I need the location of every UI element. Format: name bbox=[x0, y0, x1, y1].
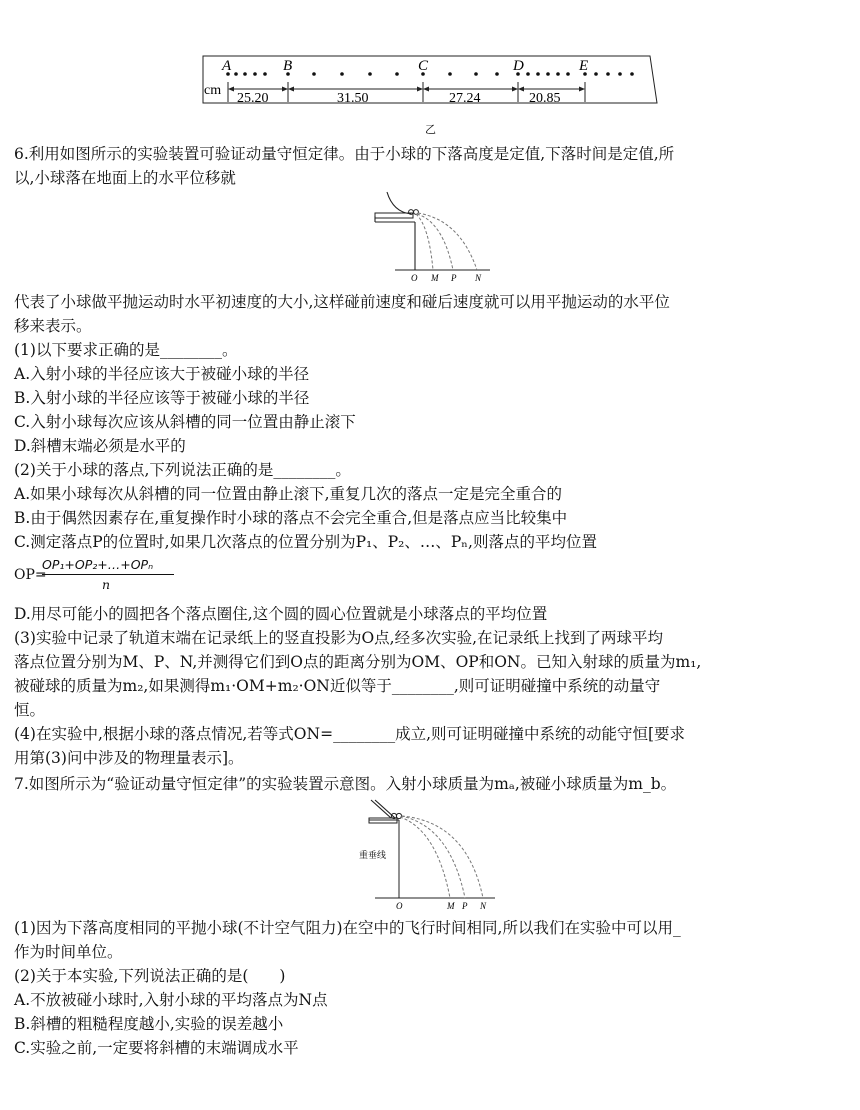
q7-fig-label-N: N bbox=[480, 901, 487, 910]
q6-part1-option-c: C.入射小球每次应该从斜槽的同一位置由静止滚下 bbox=[14, 413, 356, 431]
q6-part4-line-2: 用第(3)问中涉及的物理量表示]。 bbox=[14, 749, 244, 767]
q6-part3-line-4: 恒。 bbox=[14, 701, 46, 719]
tape-segment-BC: 31.50 bbox=[337, 91, 369, 106]
formula-fraction-bar bbox=[42, 574, 174, 575]
q7-fig-label-M: M bbox=[447, 901, 455, 910]
tape-segment-DE: 20.85 bbox=[529, 91, 561, 106]
q7-part2-option-c: C.实验之前,一定要将斜槽的末端调成水平 bbox=[14, 1039, 299, 1057]
q6-part2-stem: (2)关于小球的落点,下列说法正确的是________。 bbox=[14, 461, 351, 479]
q6-part3-line-2: 落点位置分别为M、P、N,并测得它们到O点的距离分别为OM、OP和ON。已知入射球的质量为m₁, bbox=[14, 653, 702, 671]
q6-part3-line-1: (3)实验中记录了轨道末端在记录纸上的竖直投影为O点,经多次实验,在记录纸上找到了两球平均 bbox=[14, 629, 664, 647]
tape-segment-CD: 27.24 bbox=[449, 91, 481, 106]
tape-segment-AB: 25.20 bbox=[237, 91, 269, 106]
q7-part2-stem: (2)关于本实验,下列说法正确的是( ) bbox=[14, 967, 286, 985]
formula-numerator: OP₁+OP₂+…+OPₙ bbox=[42, 557, 154, 572]
q6-fig-label-O: O bbox=[411, 273, 418, 282]
tape-label-C: C bbox=[418, 58, 429, 74]
formula-denominator: n bbox=[102, 577, 111, 592]
q6-intro-1: 6.利用如图所示的实验装置可验证动量守恒定律。由于小球的下落高度是定值,下落时间是定值,所 bbox=[14, 145, 675, 163]
q7-fig-label-P: P bbox=[462, 901, 468, 910]
q7-fig-label-O: O bbox=[396, 901, 403, 910]
q6-part2-option-a: A.如果小球每次从斜槽的同一位置由静止滚下,重复几次的落点一定是完全重合的 bbox=[14, 485, 563, 503]
tape-unit: cm bbox=[204, 83, 222, 98]
q7-plumb-label: 重垂线 bbox=[359, 850, 387, 860]
q6-part1-option-d: D.斜槽末端必须是水平的 bbox=[14, 437, 186, 455]
q6-part3-line-3: 被碰球的质量为m₂,如果测得m₁·OM+m₂·ON近似等于________,则可证明碰撞中系统的动量守 bbox=[14, 677, 661, 695]
tape-figure bbox=[195, 48, 665, 118]
q7-apparatus-figure bbox=[355, 798, 505, 910]
q7-intro: 7.如图所示为“验证动量守恒定律”的实验装置示意图。入射小球质量为mₐ,被碰小球质量为m_b。 bbox=[14, 775, 677, 793]
tape-label-E: E bbox=[579, 58, 589, 74]
tape-label-A: A bbox=[222, 58, 232, 74]
tape-label-B: B bbox=[283, 58, 293, 74]
q7-part2-option-b: B.斜槽的粗糙程度越小,实验的误差越小 bbox=[14, 1015, 284, 1033]
q6-fig-label-M: M bbox=[431, 273, 439, 282]
q6-part1-option-b: B.入射小球的半径应该等于被碰小球的半径 bbox=[14, 389, 310, 407]
tape-caption: 乙 bbox=[425, 123, 436, 136]
q6-part2-option-d: D.用尽可能小的圆把各个落点圈住,这个圆的圆心位置就是小球落点的平均位置 bbox=[14, 605, 548, 623]
q6-part4-line-1: (4)在实验中,根据小球的落点情况,若等式ON=________成立,则可证明碰撞中系统的动能守恒[要求 bbox=[14, 725, 686, 743]
q6-part2-option-c: C.测定落点P的位置时,如果几次落点的位置分别为P₁、P₂、…、Pₙ,则落点的平均位置 bbox=[14, 533, 597, 551]
q6-apparatus-figure bbox=[365, 190, 495, 282]
q6-intro-2: 以,小球落在地面上的水平位移就 bbox=[14, 169, 236, 187]
q7-part1-line-2: 作为时间单位。 bbox=[14, 943, 123, 961]
q6-part1-option-a: A.入射小球的半径应该大于被碰小球的半径 bbox=[14, 365, 310, 383]
formula-lhs: OP= bbox=[14, 567, 47, 583]
q6-fig-label-N: N bbox=[475, 273, 482, 282]
tape-label-D: D bbox=[513, 58, 524, 74]
q7-part2-option-a: A.不放被碰小球时,入射小球的平均落点为N点 bbox=[14, 991, 328, 1009]
q6-after-1: 代表了小球做平抛运动时水平初速度的大小,这样碰前速度和碰后速度就可以用平抛运动的水平位 bbox=[14, 293, 670, 311]
q6-part2-option-b: B.由于偶然因素存在,重复操作时小球的落点不会完全重合,但是落点应当比较集中 bbox=[14, 509, 568, 527]
q7-part1-line-1: (1)因为下落高度相同的平抛小球(不计空气阻力)在空中的飞行时间相同,所以我们在实验中可以用_ bbox=[14, 919, 681, 937]
q6-fig-label-P: P bbox=[451, 273, 457, 282]
q6-part1-stem: (1)以下要求正确的是________。 bbox=[14, 341, 238, 359]
q6-after-2: 移来表示。 bbox=[14, 317, 92, 335]
